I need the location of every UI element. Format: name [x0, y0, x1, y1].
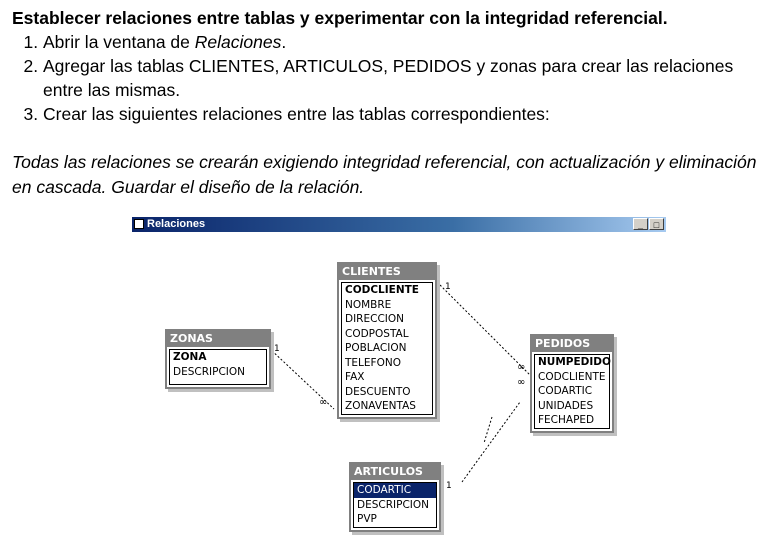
field-telefono[interactable]: TELEFONO: [345, 356, 401, 369]
table-articulos-title[interactable]: ARTICULOS: [351, 464, 439, 480]
field-codcliente[interactable]: CODCLIENTE: [345, 284, 419, 296]
step-1: [43, 30, 757, 54]
field-zonaventas[interactable]: ZONAVENTAS: [345, 400, 416, 412]
field-poblacion[interactable]: POBLACION: [345, 342, 407, 354]
note: Todas las relaciones se crearán exigiendo integridad referencial, con actualización y eliminación en cascada. Guardar el diseño de la relación.: [12, 152, 757, 197]
field-codpostal[interactable]: CODPOSTAL: [345, 327, 409, 340]
step-1-end: .: [281, 32, 287, 52]
field-nombre[interactable]: NOMBRE: [345, 298, 392, 311]
one-marker-articulos: 1: [446, 481, 452, 491]
relation-articulos-pedidos[interactable]: [462, 402, 520, 482]
field-fechaped[interactable]: FECHAPED: [538, 414, 595, 426]
step-3: 3. Crear las siguientes relaciones entre las tablas correspondientes:: [43, 102, 757, 126]
relation-stub: [484, 417, 492, 443]
many-marker-pedidos-2: ∞: [517, 377, 526, 388]
table-pedidos[interactable]: [530, 334, 614, 433]
table-zonas-title[interactable]: ZONAS: [167, 331, 269, 347]
field-descripcion[interactable]: DESCRIPCION: [357, 498, 429, 511]
table-clientes-fields: [341, 282, 433, 415]
step-1-emphasis: Relaciones: [194, 32, 282, 52]
window-title: Relaciones: [147, 218, 206, 230]
field-direccion[interactable]: DIRECCION: [345, 313, 404, 325]
minimize-button[interactable]: _: [633, 218, 648, 230]
field-descripcion[interactable]: DESCRIPCION: [173, 365, 245, 378]
relations-window: [132, 217, 666, 547]
heading: Establecer relaciones entre tablas y experimentar con la integridad referencial.: [12, 8, 668, 28]
field-fax[interactable]: FAX: [345, 371, 365, 383]
many-marker-pedidos-1: ∞: [517, 362, 526, 373]
table-articulos-fields: [353, 482, 437, 528]
one-marker-clientes: 1: [445, 282, 451, 292]
table-pedidos-fields: [534, 354, 610, 429]
table-zonas-fields: [169, 349, 267, 385]
field-zona[interactable]: ZONA: [173, 351, 207, 363]
maximize-button[interactable]: □: [649, 218, 664, 230]
field-codartic[interactable]: CODARTIC: [538, 385, 593, 397]
one-marker-zonas: 1: [274, 344, 280, 354]
table-zonas[interactable]: [165, 329, 271, 389]
field-pvp[interactable]: PVP: [357, 513, 377, 525]
many-marker-clientes: ∞: [319, 397, 328, 408]
field-numpedido[interactable]: NUMPEDIDO: [538, 356, 611, 368]
field-descuento[interactable]: DESCUENTO: [345, 385, 411, 398]
table-clientes-title[interactable]: CLIENTES: [339, 264, 435, 280]
table-clientes[interactable]: [337, 262, 437, 419]
table-pedidos-title[interactable]: PEDIDOS: [532, 336, 612, 352]
field-unidades[interactable]: UNIDADES: [538, 399, 594, 412]
step-2: 2. Agregar las tablas CLIENTES, ARTICULOS, PEDIDOS y zonas para crear las relaciones entre las mismas.: [43, 54, 757, 102]
table-articulos[interactable]: [349, 462, 441, 532]
field-codartic[interactable]: CODARTIC: [354, 483, 436, 498]
steps-list: [12, 30, 757, 126]
field-codcliente[interactable]: CODCLIENTE: [538, 370, 606, 383]
instructions: [12, 6, 757, 200]
step-1-text: Abrir la ventana de: [43, 32, 195, 52]
